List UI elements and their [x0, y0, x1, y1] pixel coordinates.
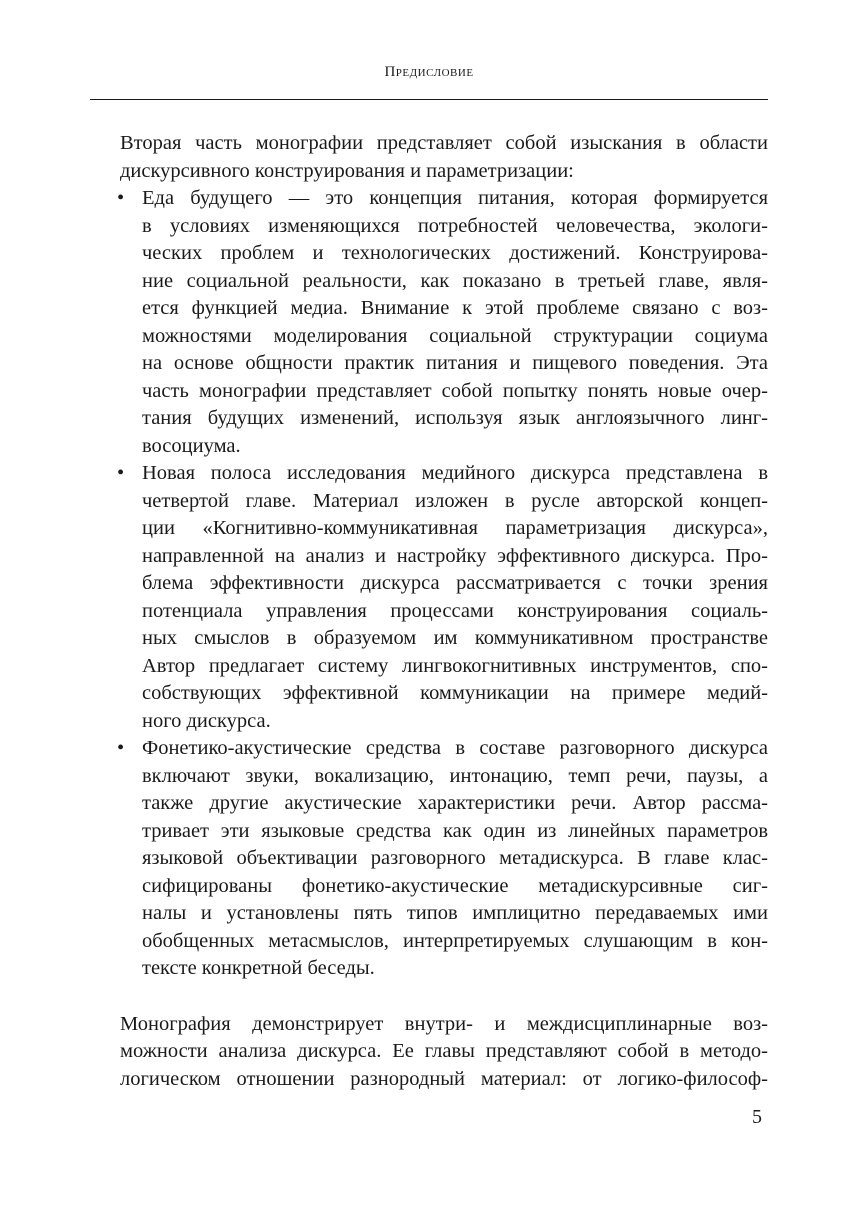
- text-line: сифицированы фонетико-акустические метадискурсивные сиг-: [142, 874, 768, 897]
- list-item: [90, 185, 768, 460]
- text-line: направленной на анализ и настройку эффективного дискурса. Про-: [142, 544, 768, 567]
- text-line: тривает эти языковые средства как один из линейных параметров: [142, 819, 768, 842]
- list-item: [90, 460, 768, 735]
- text-line: часть монографии представляет собой попытку понять новые очер-: [142, 379, 768, 402]
- text-line: Монография демонстрирует внутри- и междисциплинарные воз-: [120, 1012, 768, 1035]
- text-line: Еда будущего — это концепция питания, которая формируется: [142, 187, 768, 209]
- bullet-symbol: •: [117, 462, 125, 484]
- paragraph-gap: [90, 983, 768, 1011]
- text-line: ется функцией медиа. Внимание к этой проблеме связано с воз-: [142, 297, 768, 319]
- text-line: включают звуки, вокализацию, интонацию, темп речи, паузы, а: [142, 764, 768, 787]
- text-line: дискурсивного конструирования и параметризации:: [120, 159, 574, 182]
- text-line: потенциала управления процессами конструирования социаль-: [142, 599, 768, 622]
- text-line: ческих проблем и технологических достижений. Конструирова-: [142, 242, 768, 264]
- text-line: в условиях изменяющихся потребностей человечества, экологи-: [142, 214, 768, 237]
- text-line: можностями моделирования социальной структурации социума: [142, 324, 768, 347]
- closing-paragraph: [90, 1011, 768, 1094]
- text-line: тексте конкретной беседы.: [142, 957, 375, 979]
- text-line: можности анализа дискурса. Ее главы представляют собой в методо-: [120, 1040, 768, 1062]
- text-line: Автор предлагает систему лингвокогнитивных инструментов, спо-: [142, 654, 768, 677]
- text-line: ции «Когнитивно-коммуникативная параметризация дискурса»,: [142, 517, 768, 539]
- text-line: собствующих эффективной коммуникации на примере медий-: [142, 682, 768, 704]
- bullet-list: [90, 185, 768, 983]
- text-line: налы и установлены пять типов имплицитно передаваемых ими: [142, 902, 768, 924]
- text-line: четвертой главе. Материал изложен в русле авторской концеп-: [142, 489, 768, 512]
- bullet-symbol: •: [117, 737, 125, 759]
- header-rule: [90, 99, 768, 100]
- text-line: ние социальной реальности, как показано в третьей главе, явля-: [142, 269, 768, 292]
- text-line: тания будущих изменений, используя язык англоязычного линг-: [142, 407, 768, 429]
- page-body: [90, 130, 768, 1093]
- text-line: Новая полоса исследования медийного дискурса представлена в: [142, 462, 768, 484]
- running-header: Предисловие: [384, 64, 474, 80]
- bullet-symbol: •: [117, 187, 125, 209]
- text-line: блема эффективности дискурса рассматривается с точки зрения: [142, 572, 768, 594]
- text-line: обобщенных метасмыслов, интерпретируемых слушающим в кон-: [142, 929, 768, 952]
- text-line: логическом отношении разнородный материал: от логико-философ-: [120, 1067, 768, 1090]
- text-line: ных смыслов в образуемом им коммуникативном пространстве: [142, 627, 768, 649]
- page-number: 5: [752, 1106, 762, 1128]
- text-line: языковой объективации разговорного метадискурса. В главе клас-: [142, 847, 768, 869]
- intro-paragraph: [90, 130, 768, 185]
- text-line: также другие акустические характеристики речи. Автор рассма-: [142, 792, 768, 814]
- list-item: [90, 735, 768, 983]
- text-line: восоциума.: [142, 434, 241, 457]
- text-line: ного дискурса.: [142, 709, 271, 732]
- text-line: Вторая часть монографии представляет собой изыскания в области: [120, 132, 768, 154]
- text-line: Фонетико-акустические средства в составе разговорного дискурса: [142, 737, 768, 759]
- text-line: на основе общности практик питания и пищевого поведения. Эта: [142, 352, 768, 374]
